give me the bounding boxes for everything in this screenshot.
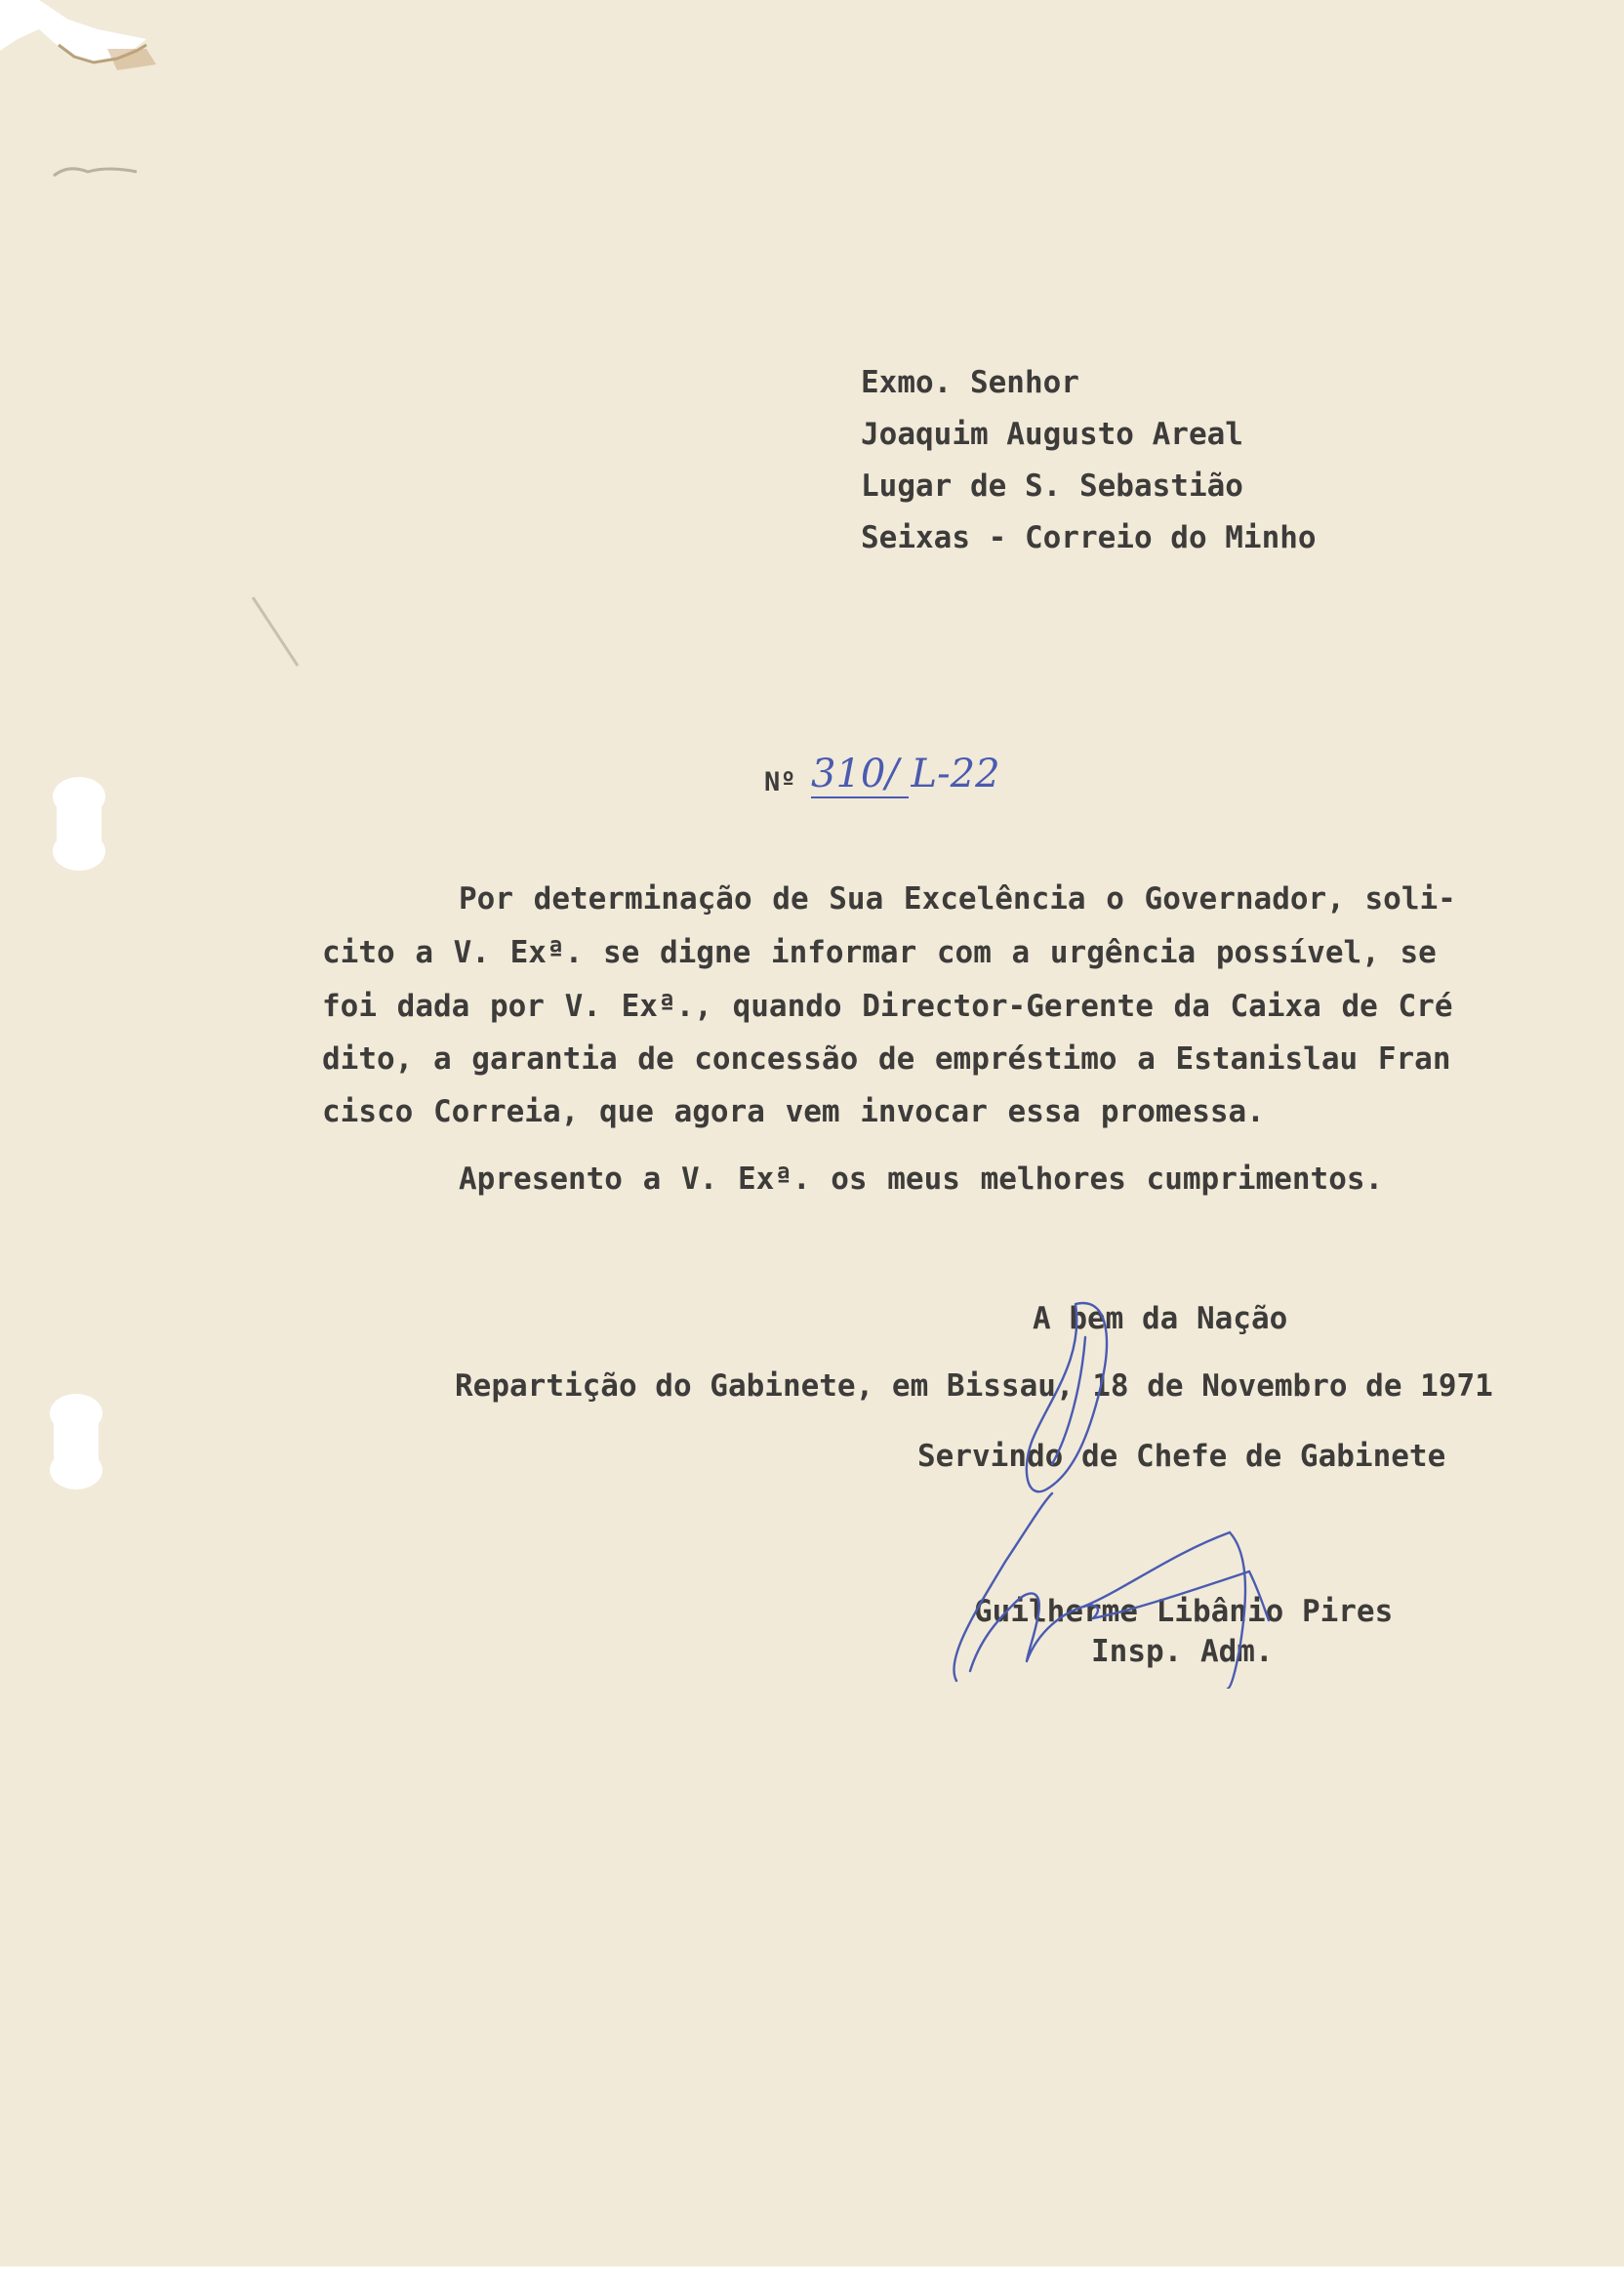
signatory-name: Guilherme Libânio Pires	[974, 1594, 1394, 1629]
reference-underline	[811, 796, 909, 798]
body-line: Por determinação de Sua Excelência o Governador, soli-	[459, 881, 1456, 917]
body-line: cito a V. Exª. se digne informar com a urgência possível, se	[322, 935, 1437, 970]
body-line: cisco Correia, que agora vem invocar essa promessa.	[322, 1094, 1265, 1129]
punch-hole	[57, 781, 102, 869]
addressee-salutation: Exmo. Senhor	[861, 365, 1079, 400]
reference-prefix: Nº	[764, 767, 796, 797]
handwritten-signature	[937, 1298, 1483, 1689]
paper-crease-mark	[249, 593, 307, 672]
addressee-town: Seixas - Correio do Minho	[861, 520, 1317, 555]
body-line: foi dada por V. Exª., quando Director-Gerente da Caixa de Cré	[322, 989, 1453, 1024]
punch-hole	[54, 1398, 99, 1488]
body-greeting: Apresento a V. Exª. os meus melhores cumprimentos.	[459, 1162, 1384, 1197]
addressee-name: Joaquim Augusto Areal	[861, 417, 1243, 452]
signatory-title: Insp. Adm.	[1091, 1634, 1274, 1669]
reference-handwritten: 310/ L-22	[811, 752, 1000, 796]
signatory-role: Servindo de Chefe de Gabinete	[917, 1439, 1446, 1474]
place-and-date: Repartição do Gabinete, em Bissau, 18 de Novembro de 1971	[455, 1368, 1493, 1404]
scan-border	[0, 2266, 1624, 2284]
torn-corner	[0, 0, 166, 195]
body-line: dito, a garantia de concessão de empréstimo a Estanislau Fran	[322, 1041, 1451, 1077]
closing-formula: A bem da Nação	[1033, 1301, 1288, 1336]
addressee-place: Lugar de S. Sebastião	[861, 469, 1243, 504]
